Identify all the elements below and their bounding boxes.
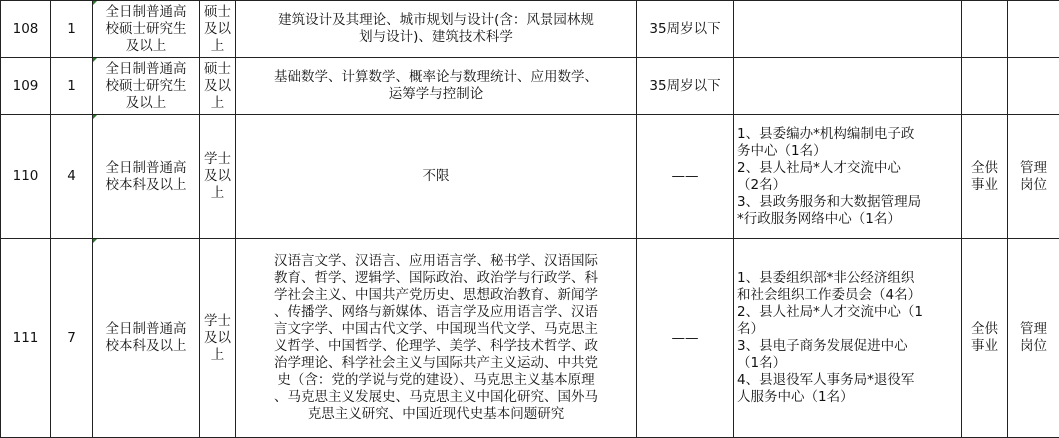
cell-degree: 学士 及以 上 [200,115,236,239]
cell-age: 35周岁以下 [637,1,734,58]
cell-major: 基础数学、计算数学、概率论与数理统计、应用数学、 运筹学与控制论 [236,58,637,115]
cell-degree: 硕士 及以 上 [200,58,236,115]
cell-units: 1、县委组织部*非公经济组织 和社会组织工作委员会（4名） 2、县人社局*人才交流中心（1 名） 3、县电子商务发展促进中心 （1名） 4、县退役军人事务局*退役军 人服务中心（1名） [734,239,962,438]
cell-post: 管理 岗位 [1008,115,1059,239]
cell-major: 建筑设计及其理论、城市规划与设计(含：风景园林规 划与设计)、建筑技术科学 [236,1,637,58]
cell-education: 全日制普通高 校本科及以上 [93,239,200,438]
cell-age: —— [637,115,734,239]
cell-nature [962,58,1008,115]
cell-education: 全日制普通高 校硕士研究生 及以上 [93,58,200,115]
cell-count: 7 [51,239,93,438]
cell-education: 全日制普通高 校本科及以上 [93,115,200,239]
cell-seq: 109 [1,58,51,115]
cell-count: 1 [51,1,93,58]
cell-age: 35周岁以下 [637,58,734,115]
cell-post [1008,58,1059,115]
table-row [1,239,1059,438]
cell-post [1008,1,1059,58]
cell-seq: 108 [1,1,51,58]
cell-seq: 111 [1,239,51,438]
cell-count: 4 [51,115,93,239]
cell-nature: 全供 事业 [962,115,1008,239]
cell-degree: 学士 及以 上 [200,239,236,438]
table-row [1,58,1059,115]
cell-education: 全日制普通高 校硕士研究生 及以上 [93,1,200,58]
cell-count: 1 [51,58,93,115]
table-row [1,1,1059,58]
cell-seq: 110 [1,115,51,239]
cell-major: 汉语言文学、汉语言、应用语言学、秘书学、汉语国际 教育、哲学、逻辑学、国际政治、政治学与行政学、科 学社会主义、中国共产党历史、思想政治教育、新闻学 、传播学、网络与新媒体、语言学及应用语言学、汉语 言文字学、中国古代文学、中国现当代文学、马克思主 义哲学、中国哲学、伦理学、美学、科学技术哲学、政 治学理论、科学社会主义与国际共产主义运动、中共党 史（含：党的学说与党的建设）、马克思主义基本原理 、马克思主义发展史、马克思主义中国化研究、国外马 克思主义研究、中国近现代史基本问题研究 [236,239,637,438]
cell-units [734,1,962,58]
cell-degree: 硕士 及以 上 [200,1,236,58]
cell-units [734,58,962,115]
cell-major: 不限 [236,115,637,239]
cell-nature [962,1,1008,58]
cell-post: 管理 岗位 [1008,239,1059,438]
cell-age: —— [637,239,734,438]
table-row [1,115,1059,239]
cell-nature: 全供 事业 [962,239,1008,438]
cell-units: 1、县委编办*机构编制电子政 务中心（1名） 2、县人社局*人才交流中心 （2名） 3、县政务服务和大数据管理局 *行政服务网络中心（1名） [734,115,962,239]
